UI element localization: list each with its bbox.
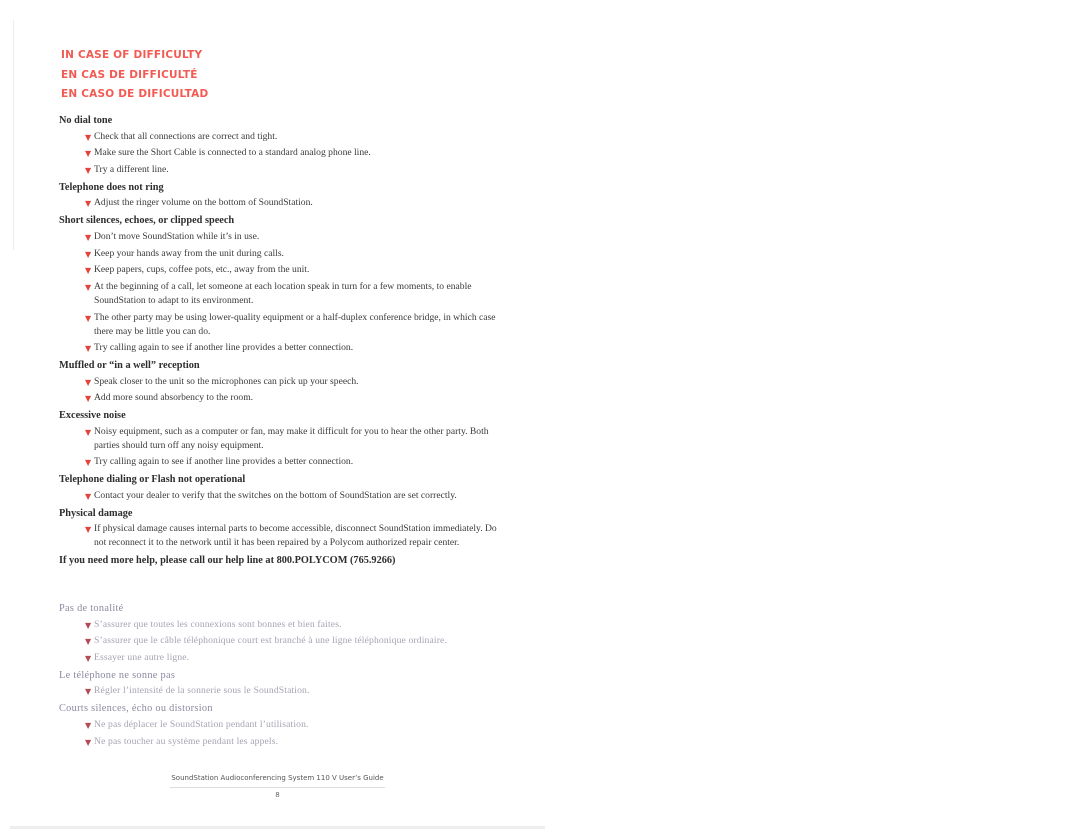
section-title: Pas de tonalité — [59, 603, 124, 614]
bullet-item-text: If physical damage causes internal parts to become accessible, disconnect SoundStation immediately. Do not reconnect it to the network until it has been repaired by a Polycom authorized repair center. — [94, 523, 497, 549]
bullet-item — [59, 489, 504, 503]
bullet-item — [59, 618, 504, 632]
bullet-item — [59, 425, 504, 453]
bullet-item — [59, 280, 504, 308]
section-title: Muffled or “in a well” reception — [59, 359, 200, 371]
section-title: Short silences, echoes, or clipped speech — [59, 215, 235, 227]
triangle-bullet-icon: ▼ — [85, 344, 92, 354]
bullet-item-text: Check that all connections are correct and tight. — [94, 130, 278, 142]
triangle-bullet-icon: ▼ — [85, 654, 92, 664]
triangle-bullet-icon: ▼ — [85, 199, 92, 209]
bullet-item-text: Ne pas toucher au système pendant les appels. — [94, 735, 279, 747]
triangle-bullet-icon: ▼ — [85, 266, 92, 276]
bullet-item-text: Try calling again to see if another line provides a better connection. — [94, 342, 354, 354]
footer-divider — [170, 787, 385, 788]
bullet-item-text: Don’t move SoundStation while it’s in use. — [94, 230, 260, 242]
bullet-item-text: S’assurer que toutes les connexions sont bonnes et bien faites. — [94, 618, 342, 630]
difficulty-headings — [61, 46, 208, 105]
section-title: Physical damage — [59, 507, 133, 519]
section-title: Telephone dialing or Flash not operational — [59, 474, 246, 486]
bullet-item-text: Try a different line. — [94, 164, 169, 176]
french-sections — [59, 601, 504, 749]
heading-spanish: EN CASO DE DIFICULTAD — [61, 88, 209, 100]
bullet-item-text: Adjust the ringer volume on the bottom of SoundStation. — [94, 197, 313, 209]
bullet-item-text: Keep papers, cups, coffee pots, etc., away from the unit. — [94, 264, 310, 276]
triangle-bullet-icon: ▼ — [85, 427, 92, 437]
bullet-item-text: Ne pas déplacer le SoundStation pendant l’utilisation. — [94, 718, 309, 730]
bullet-item — [59, 311, 504, 339]
page-footer — [170, 772, 385, 800]
section-title: No dial tone — [59, 115, 113, 126]
bullet-item — [59, 522, 504, 550]
page-spine-line — [13, 20, 14, 250]
triangle-bullet-icon: ▼ — [85, 313, 92, 323]
bullet-item — [59, 247, 504, 261]
bullet-item-text: Noisy equipment, such as a computer or fan, may make it difficult for you to hear the other party. Both parties should turn off any noisy equipment. — [94, 425, 489, 451]
bullet-item-text: Add more sound absorbency to the room. — [94, 392, 254, 404]
bullet-item-text: Try calling again to see if another line provides a better connection. — [94, 456, 354, 468]
triangle-bullet-icon: ▼ — [85, 687, 92, 697]
triangle-bullet-icon: ▼ — [85, 149, 92, 159]
triangle-bullet-icon: ▼ — [85, 249, 92, 259]
triangle-bullet-icon: ▼ — [85, 282, 92, 292]
bullet-item — [59, 230, 504, 244]
heading-english: IN CASE OF DIFFICULTY — [61, 49, 203, 61]
bullet-item-text: The other party may be using lower-quality equipment or a half-duplex conference bridge, in which case there may be little you can do. — [94, 311, 496, 337]
page-bottom-edge — [10, 826, 545, 829]
bullet-item — [59, 651, 504, 665]
bullet-item-text: At the beginning of a call, let someone at each location speak in turn for a few moments, to enable SoundStation to adapt to its environment. — [94, 280, 472, 306]
triangle-bullet-icon: ▼ — [85, 737, 92, 747]
bullet-item — [59, 196, 504, 210]
page-number: 8 — [275, 791, 280, 799]
bullet-item-text: S’assurer que le câble téléphonique court est branché à une ligne téléphonique ordinaire. — [94, 635, 447, 647]
bullet-item — [59, 375, 504, 389]
bullet-item — [59, 735, 504, 749]
section-title: Courts silences, écho ou distorsion — [59, 703, 213, 715]
triangle-bullet-icon: ▼ — [85, 620, 92, 630]
bullet-item — [59, 455, 504, 469]
triangle-bullet-icon: ▼ — [85, 525, 92, 535]
bullet-item — [59, 341, 504, 355]
section-title: Telephone does not ring — [59, 181, 164, 193]
bullet-item-text: Make sure the Short Cable is connected to a standard analog phone line. — [94, 147, 371, 159]
bullet-item — [59, 391, 504, 405]
english-troubleshooting — [59, 113, 504, 570]
triangle-bullet-icon: ▼ — [85, 720, 92, 730]
bullet-item — [59, 718, 504, 732]
bullet-item — [59, 634, 504, 648]
bullet-item — [59, 263, 504, 277]
bullet-item-text: Régler l’intensité de la sonnerie sous le SoundStation. — [94, 685, 310, 697]
bullet-item — [59, 130, 504, 144]
triangle-bullet-icon: ▼ — [85, 232, 92, 242]
bullet-item-text: Keep your hands away from the unit during calls. — [94, 247, 284, 259]
heading-french: EN CAS DE DIFFICULTÉ — [61, 68, 198, 81]
section-title: Le téléphone ne sonne pas — [59, 669, 176, 681]
triangle-bullet-icon: ▼ — [85, 491, 92, 501]
bullet-item-text: Speak closer to the unit so the microphones can pick up your speech. — [94, 375, 359, 387]
footer-guide-title: SoundStation Audioconferencing System 110 V User’s Guide — [171, 774, 384, 782]
bullet-item — [59, 146, 504, 160]
bullet-item-text: Contact your dealer to verify that the switches on the bottom of SoundStation are set correctly. — [94, 489, 457, 501]
triangle-bullet-icon: ▼ — [85, 637, 92, 647]
triangle-bullet-icon: ▼ — [85, 377, 92, 387]
bullet-item — [59, 163, 504, 177]
triangle-bullet-icon: ▼ — [85, 394, 92, 404]
triangle-bullet-icon: ▼ — [85, 166, 92, 176]
bullet-item — [59, 684, 504, 698]
section-title: Excessive noise — [59, 410, 126, 422]
troubleshooting-sections — [59, 113, 504, 550]
bullet-item-text: Essayer une autre ligne. — [94, 652, 190, 664]
french-troubleshooting — [59, 601, 504, 751]
triangle-bullet-icon: ▼ — [85, 132, 92, 142]
triangle-bullet-icon: ▼ — [85, 458, 92, 468]
help-line-text: If you need more help, please call our help line at 800.POLYCOM (765.9266) — [59, 555, 396, 567]
